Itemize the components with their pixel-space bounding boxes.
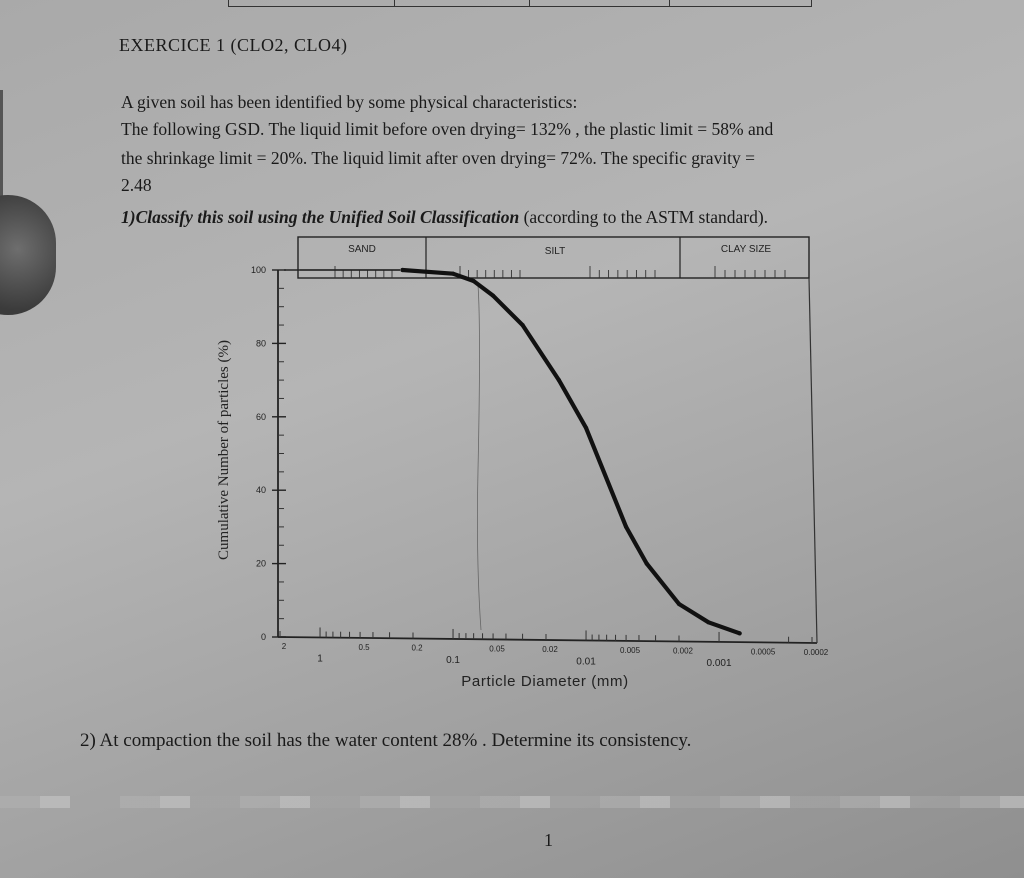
question-1-emphasis: Classify this soil using the Unified Soil Classification [135, 207, 520, 227]
right-border [809, 278, 817, 643]
intro-text: A given soil has been identified by some physical characteristics: [121, 92, 578, 112]
x-axis-ticks [280, 627, 829, 669]
y-axis-label: Cumulative Number of particles (%) [216, 340, 232, 560]
x-major-label: 0.001 [706, 657, 732, 669]
x-major-label: 0.1 [446, 654, 460, 666]
question-2: 2) At compaction the soil has the water content 28% . Determine its consistency. [80, 730, 692, 751]
y-tick-label: 40 [255, 485, 266, 496]
gsd-series [300, 268, 742, 636]
limits-text-line-2: the shrinkage limit = 20%. The liquid limit after oven drying= 72%. The specific gravity = [121, 148, 756, 168]
gsd-point [584, 426, 588, 430]
y-tick-label: 20 [255, 558, 266, 569]
gsd-point [738, 631, 742, 635]
x-minor-label: 0.0002 [803, 648, 829, 657]
x-minor-label: 0.002 [672, 646, 694, 656]
gsd-point [451, 272, 455, 276]
gsd-point [706, 620, 710, 624]
y-tick-label: 100 [250, 265, 266, 275]
exercise-title: EXERCICE 1 (CLO2, CLO4) [119, 35, 348, 55]
question-1-rest: (according to the ASTM standard). [519, 207, 769, 227]
x-major-label: 0.01 [576, 656, 596, 668]
x-minor-label: 0.005 [620, 645, 641, 655]
zone-label-clay: CLAY SIZE [720, 244, 772, 255]
gsd-curve [403, 270, 740, 633]
gsd-point [624, 525, 628, 529]
scan-band [0, 796, 1024, 808]
zone-label-silt: SILT [544, 246, 566, 257]
page-number: 1 [544, 830, 553, 850]
gsd-point [400, 268, 404, 272]
x-minor-label: 0.05 [489, 644, 505, 654]
x-minor-label: 2 [281, 642, 287, 651]
gsd-point [491, 294, 495, 298]
gsd-point [645, 562, 649, 566]
gsd-point [557, 378, 561, 382]
gsd-point [677, 602, 681, 606]
specific-gravity-value: 2.48 [121, 175, 152, 195]
y-tick-label: 60 [255, 411, 266, 422]
limits-text-line-1: The following GSD. The liquid limit before oven drying= 132% , the plastic limit = 58% and [121, 119, 774, 139]
x-minor-label: 0.02 [542, 645, 558, 654]
gsd-point [520, 323, 524, 327]
x-minor-label: 0.0005 [750, 647, 776, 657]
x-minor-label: 0.5 [358, 642, 370, 652]
x-axis-label: Particle Diameter (mm) [461, 673, 629, 690]
y-axis-ticks [251, 265, 286, 642]
x-major-label: 1 [317, 653, 323, 665]
question-1-number: 1) [121, 207, 136, 227]
y-tick-label: 80 [255, 338, 266, 349]
y-tick-label: 0 [260, 632, 266, 642]
zone-label-sand: SAND [348, 244, 376, 255]
x-minor-label: 0.2 [411, 643, 423, 653]
gsd-point [472, 279, 476, 283]
